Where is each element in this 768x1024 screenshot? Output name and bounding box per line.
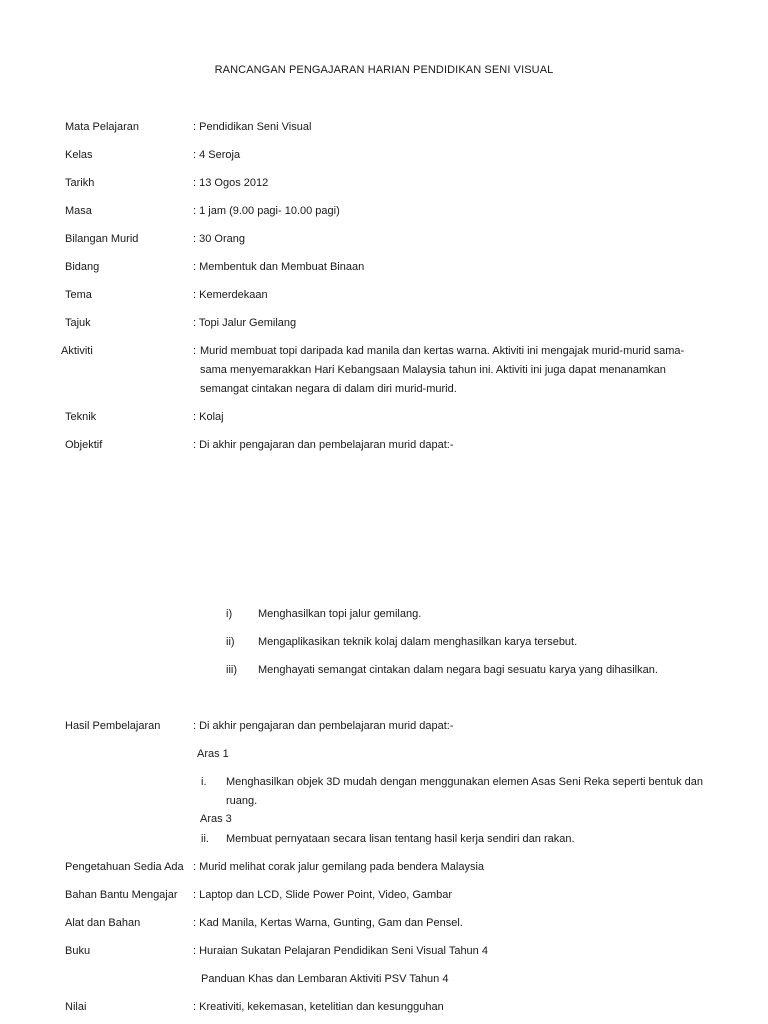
objective-num: ii)	[226, 636, 235, 648]
label-pengetahuan-sedia-ada: Pengetahuan Sedia Ada	[65, 861, 184, 873]
value-nilai: : Kreativiti, kekemasan, ketelitian dan kesungguhan	[193, 1001, 444, 1013]
aktiviti-line-1: Murid membuat topi daripada kad manila dan kertas warna. Aktiviti ini mengajak murid-murid sama-	[200, 345, 685, 357]
hasil-item-num: i.	[201, 776, 207, 788]
label-mata-pelajaran: Mata Pelajaran	[65, 121, 139, 133]
value-alat-dan-bahan: : Kad Manila, Kertas Warna, Gunting, Gam dan Pensel.	[193, 917, 463, 929]
value-buku: : Huraian Sukatan Pelajaran Pendidikan Seni Visual Tahun 4	[193, 945, 488, 957]
value-buku-2: Panduan Khas dan Lembaran Aktiviti PSV Tahun 4	[201, 973, 449, 985]
value-tema: : Kemerdekaan	[193, 289, 268, 301]
label-bilangan-murid: Bilangan Murid	[65, 233, 139, 245]
value-teknik: : Kolaj	[193, 411, 224, 423]
label-alat-dan-bahan: Alat dan Bahan	[65, 917, 141, 929]
label-tema: Tema	[65, 289, 92, 301]
value-masa: : 1 jam (9.00 pagi- 10.00 pagi)	[193, 205, 340, 217]
label-tajuk: Tajuk	[65, 317, 91, 329]
label-bahan-bantu-mengajar: Bahan Bantu Mengajar	[65, 889, 178, 901]
value-bilangan-murid: : 30 Orang	[193, 233, 245, 245]
label-objektif: Objektif	[65, 439, 103, 451]
value-bahan-bantu-mengajar: : Laptop dan LCD, Slide Power Point, Video, Gambar	[193, 889, 453, 901]
value-kelas: : 4 Seroja	[193, 149, 241, 161]
aras-1-heading: Aras 1	[197, 748, 229, 760]
label-bidang: Bidang	[65, 261, 100, 273]
label-kelas: Kelas	[65, 149, 93, 161]
label-buku: Buku	[65, 945, 91, 957]
aktiviti-colon: :	[193, 345, 197, 357]
objective-num: iii)	[226, 664, 237, 676]
hasil-item-line-2: ruang.	[226, 795, 258, 807]
value-mata-pelajaran: : Pendidikan Seni Visual	[193, 121, 312, 133]
document-title: RANCANGAN PENGAJARAN HARIAN PENDIDIKAN SENI VISUAL	[214, 64, 554, 76]
aktiviti-line-2: sama menyemarakkan Hari Kebangsaan Malaysia tahun ini. Aktiviti ini juga dapat menanamkan	[200, 364, 666, 376]
value-hasil-pembelajaran: : Di akhir pengajaran dan pembelajaran murid dapat:-	[193, 720, 454, 732]
label-teknik: Teknik	[65, 411, 97, 423]
aktiviti-line-3: semangat cintakan negara di dalam diri murid-murid.	[200, 383, 457, 395]
objective-text: Menghayati semangat cintakan dalam negara bagi sesuatu karya yang dihasilkan.	[258, 664, 658, 676]
objective-num: i)	[226, 608, 233, 620]
label-nilai: Nilai	[65, 1001, 87, 1013]
value-objektif: : Di akhir pengajaran dan pembelajaran murid dapat:-	[193, 439, 454, 451]
objective-text: Menghasilkan topi jalur gemilang.	[258, 608, 422, 620]
label-masa: Masa	[65, 205, 92, 217]
value-bidang: : Membentuk dan Membuat Binaan	[193, 261, 365, 273]
value-pengetahuan-sedia-ada: : Murid melihat corak jalur gemilang pada bendera Malaysia	[193, 861, 485, 873]
value-tarikh: : 13 Ogos 2012	[193, 177, 269, 189]
hasil-item-line-1: Menghasilkan objek 3D mudah dengan menggunakan elemen Asas Seni Reka seperti bentuk dan	[226, 776, 703, 788]
label-aktiviti: Aktiviti	[61, 345, 93, 357]
aras-3-heading: Aras 3	[200, 813, 232, 825]
hasil-item-num: ii.	[201, 833, 209, 845]
label-hasil-pembelajaran: Hasil Pembelajaran	[65, 720, 161, 732]
hasil-item-text: Membuat pernyataan secara lisan tentang hasil kerja sendiri dan rakan.	[226, 833, 575, 845]
value-tajuk: : Topi Jalur Gemilang	[193, 317, 297, 329]
label-tarikh: Tarikh	[65, 177, 95, 189]
objective-text: Mengaplikasikan teknik kolaj dalam menghasilkan karya tersebut.	[258, 636, 578, 648]
